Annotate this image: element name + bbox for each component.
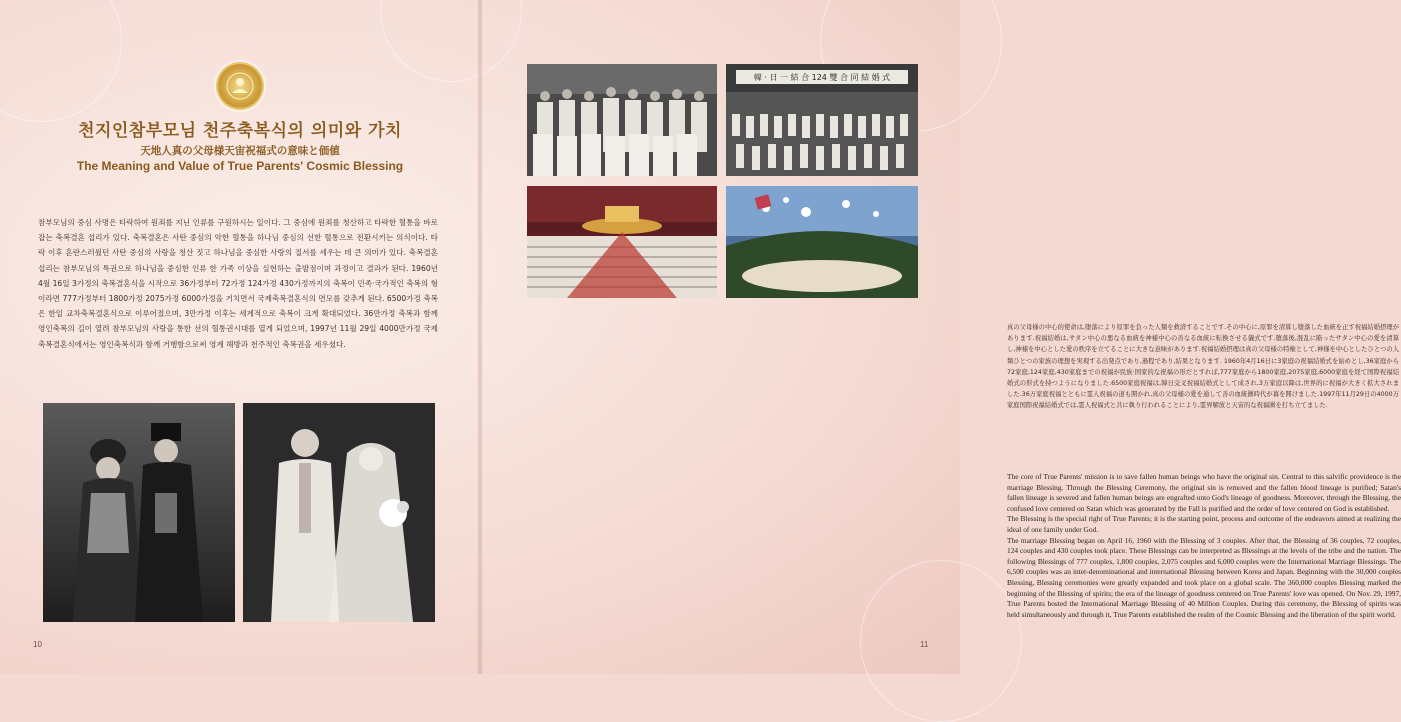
photo-traditional-wedding — [43, 403, 235, 622]
body-text-english — [1007, 472, 1401, 620]
photo-124-couples-hall — [726, 64, 918, 176]
body-text-japanese: 真の父母様の中心的使命は,堕落により原罪を負った人類を救済することです.その中心に,原罪を清算し堕落した血統を正す祝福結婚摂理があります.祝福結婚は,サタン中心の悪なる血統を神様中心の善なる血統に転換させる儀式です.堕落後,混乱に陥ったサタン中心の愛を清算し,神様を中心とした愛の秩序を立てることに大きな意味があります.祝福結婚摂理は真の父母様の特権として,神様を中心としたひとつの人類ひとつの家族の理想を実現する出発点であり,過程であり,結果となります. 1960年4月16日に3家庭の祝福結婚式を始めとし,36家庭から72家庭,124家庭,430家庭までの祝福が民族·国家的な祝福の形だとすれば,777家庭から1800家庭,2075家庭,6000家庭を経て国際祝福結婚式の形式を持つようになりました.6500家庭祝福は,韓日交叉祝福結婚式として成され,3万家庭以降は,世界的に祝福が大きく拡大されました.36万家庭祝福とともに霊人祝福の道も開かれ,真の父母様の愛を通して善の血統圏時代が幕を開けました.1997年11月29日の4000万家庭国際祝福結婚式では,霊人祝福式と共に執り行われることにより,霊界解放と天宙的な祝福圏を打ち立てました. — [1007, 324, 1399, 410]
body-text-korean: 참부모님의 중심 사명은 타락하여 원죄를 지닌 인류를 구원하시는 일이다. 그 중심에 원죄를 청산하고 타락한 혈통을 바로잡는 축복결혼 섭리가 있다. 축복결혼은 사탄 중심의 악한 혈통을 하나님 중심의 선한 혈통으로 전환시키는 의식이다. 타락 이후 혼란스러웠던 사탄 중심의 사랑을 청산 짓고 하나님을 중심한 사랑의 질서를 세우는 데 큰 의미가 있다. 축복결혼 섭리는 참부모님의 특권으로 하나님을 중심한 인류 한 가족 이상을 실현하는 출발점이며 과정이고 결과가 된다. 1960년 4월 16일 3가정의 축복결혼식을 시작으로 36가정부터 72가정 124가정 430가정까지의 축복이 민족·국가적인 축복의 형이라면 777가정부터 1800가정 2075가정 6000가정을 거치면서 국제축복결혼식의 면모를 갖추게 된다. 6500가정 축복은 한일 교차축복결혼식으로 이루어졌으며, 3만가정 이후는 세계적으로 축복이 크게 확대되었다. 36만가정 축복과 함께 영인축복의 길이 열려 참부모님의 사랑을 통한 선의 혈통권시대를 열게 되었으며, 1997년 11월 29일 4000만가정 국제축복결혼식에서는 영인축복식과 함께 거행함으로써 영계 해방과 천주적인 축복권을 세우셨다. — [38, 218, 438, 349]
page-title-korean: 천지인참부모님 천주축복식의 의미와 가치 — [78, 121, 402, 141]
photo-group-blessing — [527, 64, 717, 176]
page-number-right: 11 — [920, 640, 929, 649]
photo-arena-ceremony — [527, 186, 717, 298]
page-title-english: The Meaning and Value of True Parents' Cosmic Blessing — [76, 159, 404, 173]
page-number-left: 10 — [33, 640, 42, 649]
gold-emblem-icon — [218, 64, 262, 108]
right-page — [480, 0, 1401, 674]
english-paragraph: The Blessing is the special right of True Parents; it is the starting point, process and outcome of the endeavors aimed at realizing the ideal of one family under God. — [1007, 514, 1401, 534]
photo-western-wedding — [243, 403, 435, 622]
left-page — [0, 0, 480, 674]
english-paragraph: The core of True Parents' mission is to save fallen human beings who have the original sin. Central to this salvific providence is the marriage Blessing. Through the Blessing Ceremony, the original sin is removed and the fallen blood lineage is purified; Satan's fallen lineage is severed and fallen human beings are engrafted unto God's lineage of goodness. Moreover, through the Blessing, the confused love centered on Satan which was generated by the Fall is purified and the order of love centered on God is established. — [1007, 472, 1401, 513]
hall-banner-text: 韓 · 日 一 結 合 124 雙 合 同 結 婚 式 — [753, 73, 891, 82]
english-paragraph: The marriage Blessing began on April 16, 1960 with the Blessing of 3 couples. After that, the Blessing of 36 couples, 72 couples, 124 couples and 430 couples took place. These Blessings can be interpreted as Blessings at the levels of the tribe and the nation. The following Blessings of 777 couples, 1,800 couples, 2,075 couples and 6,000 couples were the International Marriage Blessings. The 6,500 couples was an inter-denominational and international Blessing between Korea and Japan. Beginning with the 30,000 couples Blessing, Blessing ceremonies were greatly expanded and took place on a global scale. The 360,000 couples Blessing marked the beginning of the Blessing of spirits; the era of the lineage of goodness centered on True Parents' love was opened. On Nov. 29, 1997, True Parents hosted the International Marriage Blessing of 40 Million Couples. During this ceremony, the Blessing of spirits was held simultaneously and through it, True Parents established the realm of the Cosmic Blessing and the liberation of the spirit world. — [1007, 535, 1401, 619]
page-title-japanese: 天地人真の父母様天宙祝福式の意味と価値 — [140, 145, 340, 157]
photo-stadium-balloons — [726, 186, 918, 298]
